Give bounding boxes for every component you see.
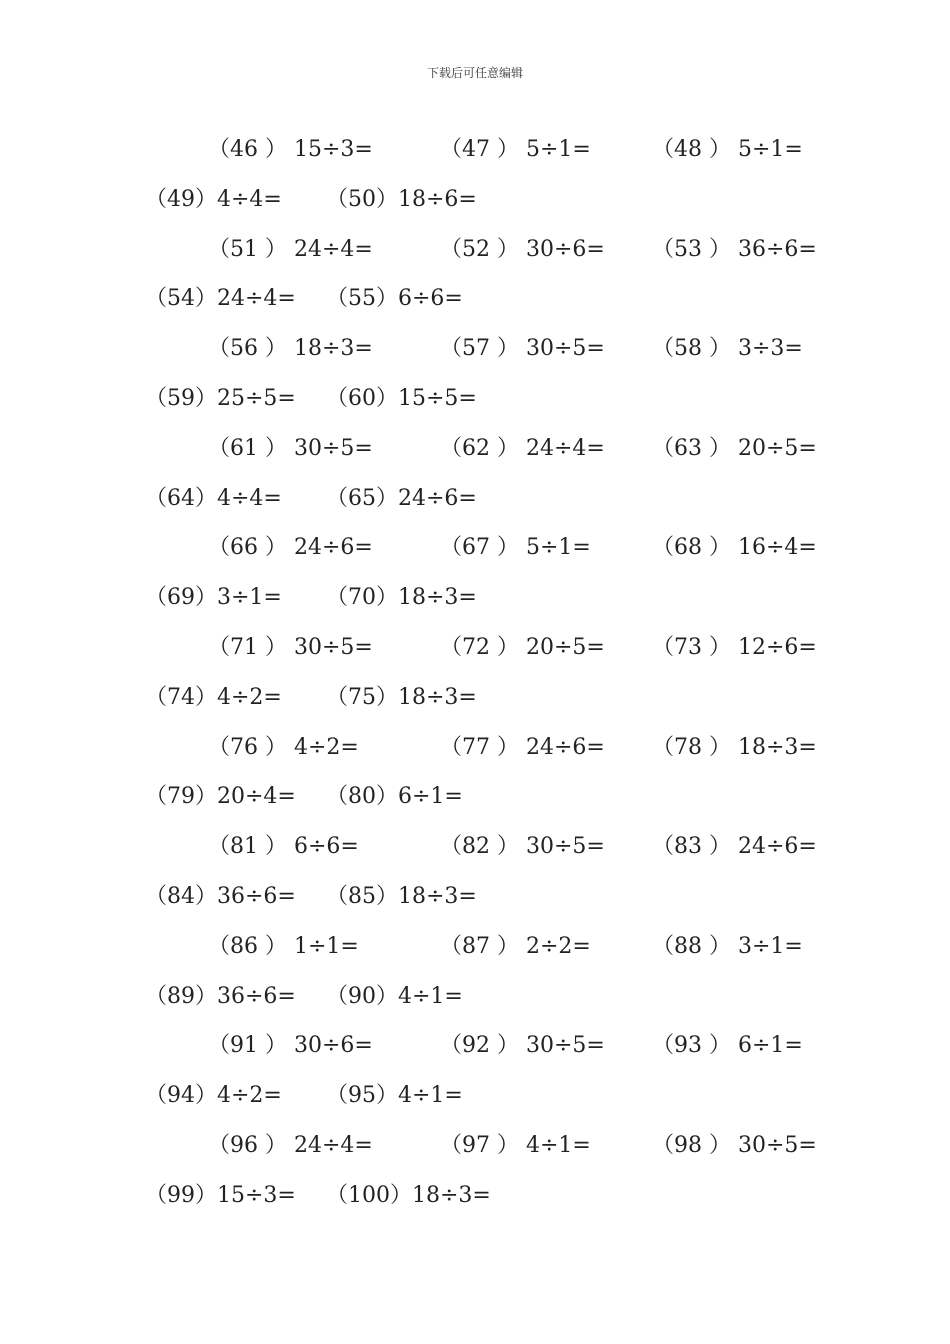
division-problem: （81 ） 6÷6= — [208, 834, 359, 860]
division-problem: （56 ） 18÷3= — [208, 336, 373, 362]
problem-row — [0, 279, 950, 319]
division-problem: （70）18÷3= — [326, 585, 477, 611]
division-problem: （66 ） 24÷6= — [208, 535, 373, 561]
division-problem: （71 ） 30÷5= — [208, 635, 373, 660]
division-problem: （63 ） 20÷5= — [652, 435, 817, 461]
division-problem: （76 ） 4÷2= — [208, 734, 359, 760]
problem-row — [0, 1176, 950, 1216]
division-problem: （98 ） 30÷5= — [652, 1133, 817, 1158]
division-problem: （91 ） 30÷6= — [208, 1033, 373, 1059]
division-problem: （53 ） 36÷6= — [652, 236, 817, 262]
problem-row — [0, 877, 950, 917]
problem-row — [0, 180, 950, 220]
division-problem: （64）4÷4= — [145, 485, 282, 511]
problem-row — [0, 479, 950, 519]
division-problem: （94）4÷2= — [145, 1083, 282, 1109]
division-problem: （95）4÷1= — [326, 1083, 463, 1109]
division-problem: （67 ） 5÷1= — [440, 535, 591, 561]
division-problem: （68 ） 16÷4= — [652, 535, 817, 561]
division-problem: （84）36÷6= — [145, 884, 296, 909]
division-problem: （79）20÷4= — [145, 784, 296, 810]
page-header: 下载后可任意编辑 — [426, 66, 523, 80]
division-problem: （99）15÷3= — [145, 1182, 296, 1208]
problem-row — [0, 429, 950, 469]
division-problem: （57 ） 30÷5= — [440, 336, 605, 362]
division-problem: （83 ） 24÷6= — [652, 834, 817, 860]
division-problem: （47 ） 5÷1= — [440, 137, 591, 162]
division-problem: （89）36÷6= — [145, 983, 296, 1009]
division-problem: （87 ） 2÷2= — [440, 933, 591, 959]
division-problem: （61 ） 30÷5= — [208, 435, 373, 461]
division-problem: （85）18÷3= — [326, 884, 477, 909]
problem-row — [0, 728, 950, 768]
division-problem: （55）6÷6= — [326, 286, 463, 312]
problem-row — [0, 1126, 950, 1166]
division-problem: （97 ） 4÷1= — [440, 1133, 591, 1158]
problem-row — [0, 977, 950, 1017]
division-problem: （100）18÷3= — [326, 1182, 491, 1208]
division-problem: （93 ） 6÷1= — [652, 1033, 803, 1059]
problem-row — [0, 1026, 950, 1066]
division-problem: （65）24÷6= — [326, 485, 477, 511]
division-problem: （96 ） 24÷4= — [208, 1133, 373, 1158]
division-problem: （46 ） 15÷3= — [208, 137, 373, 162]
division-problem: （92 ） 30÷5= — [440, 1033, 605, 1059]
division-problem: （49）4÷4= — [145, 186, 282, 212]
division-problem: （54）24÷4= — [145, 286, 296, 312]
division-problem: （48 ） 5÷1= — [652, 137, 803, 162]
division-problem: （90）4÷1= — [326, 983, 463, 1009]
division-problem: （59）25÷5= — [145, 386, 296, 411]
division-problem: （78 ） 18÷3= — [652, 734, 817, 760]
division-problem: （86 ） 1÷1= — [208, 933, 359, 959]
problem-row — [0, 777, 950, 817]
division-problem: （62 ） 24÷4= — [440, 435, 605, 461]
division-problem: （72 ） 20÷5= — [440, 635, 605, 660]
division-problem: （73 ） 12÷6= — [652, 635, 817, 660]
problem-row — [0, 379, 950, 419]
problem-row — [0, 827, 950, 867]
division-problem: （75）18÷3= — [326, 684, 477, 710]
problem-row — [0, 678, 950, 718]
division-problem: （80）6÷1= — [326, 784, 463, 810]
division-problem: （60）15÷5= — [326, 386, 477, 411]
problem-row — [0, 130, 950, 170]
division-problem: （51 ） 24÷4= — [208, 236, 373, 262]
division-problem: （50）18÷6= — [326, 186, 477, 212]
division-problem: （74）4÷2= — [145, 684, 282, 710]
problem-row — [0, 628, 950, 668]
problem-row — [0, 528, 950, 568]
problem-row — [0, 1076, 950, 1116]
division-problem: （82 ） 30÷5= — [440, 834, 605, 860]
problem-row — [0, 230, 950, 270]
division-problem: （52 ） 30÷6= — [440, 236, 605, 262]
division-problem: （88 ） 3÷1= — [652, 933, 803, 959]
problem-row — [0, 329, 950, 369]
division-problem: （69）3÷1= — [145, 585, 282, 611]
problem-row — [0, 578, 950, 618]
division-problem: （58 ） 3÷3= — [652, 336, 803, 362]
division-problem: （77 ） 24÷6= — [440, 734, 605, 760]
problem-row — [0, 927, 950, 967]
